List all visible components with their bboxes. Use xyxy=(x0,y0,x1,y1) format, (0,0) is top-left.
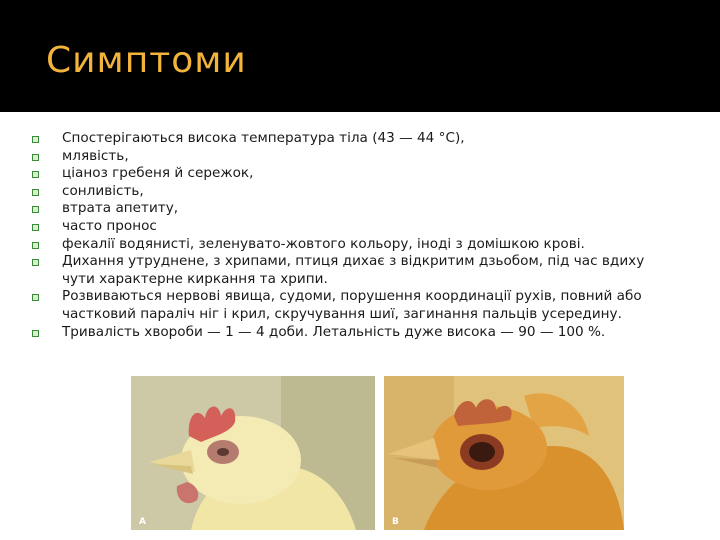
list-item xyxy=(32,288,660,323)
bullet-icon xyxy=(32,242,39,249)
list-item-text: часто пронос xyxy=(62,217,157,234)
symptom-list xyxy=(32,130,660,341)
chicken-photo-a xyxy=(131,376,375,530)
list-item-text: Розвиваються нервові явища, судоми, порушення координації рухів, повний або частковий параліч ніг і крил, скручування шиї, загинання пальців усередину. xyxy=(62,288,642,322)
bullet-icon xyxy=(32,154,39,161)
list-item-text: Тривалість хвороби — 1 — 4 доби. Летальність дуже висока — 90 — 100 %. xyxy=(62,323,606,340)
slide-title: Симптоми xyxy=(46,40,247,81)
list-item-text: сонливість, xyxy=(62,182,144,199)
photo-label-b: B xyxy=(392,517,399,527)
bullet-icon xyxy=(32,224,39,231)
list-item xyxy=(32,165,660,183)
list-item xyxy=(32,218,660,236)
list-item xyxy=(32,253,660,288)
bullet-icon xyxy=(32,171,39,178)
list-item xyxy=(32,324,660,342)
title-bar xyxy=(0,0,720,112)
list-item-text: ціаноз гребеня й сережок, xyxy=(62,165,254,182)
list-item xyxy=(32,130,660,148)
list-item-text: Спостерігаються висока температура тіла (43 — 44 °С), xyxy=(62,130,465,146)
list-item-text: млявість, xyxy=(62,147,129,164)
bullet-icon xyxy=(32,189,39,196)
sick-chicken-head-image xyxy=(131,376,375,530)
list-item-text: втрата апетиту, xyxy=(62,200,179,217)
list-item xyxy=(32,148,660,166)
bullet-icon xyxy=(32,330,39,337)
bullet-icon xyxy=(32,259,39,266)
list-item-text: фекалії водянисті, зеленувато-жовтого кольору, іноді з домішкою крові. xyxy=(62,235,585,252)
photo-label-a: A xyxy=(139,517,146,527)
slide-content xyxy=(0,112,720,540)
chicken-photo-b xyxy=(384,376,624,530)
list-item xyxy=(32,200,660,218)
list-item-text: Дихання утруднене, з хрипами, птиця дихає з відкритим дзьобом, під час вдиху чути характерне киркання та хрипи. xyxy=(62,253,645,287)
bullet-icon xyxy=(32,136,39,143)
bullet-icon xyxy=(32,206,39,213)
list-item xyxy=(32,183,660,201)
list-item xyxy=(32,236,660,254)
bullet-icon xyxy=(32,294,39,301)
sick-chicken-head-image xyxy=(384,376,624,530)
